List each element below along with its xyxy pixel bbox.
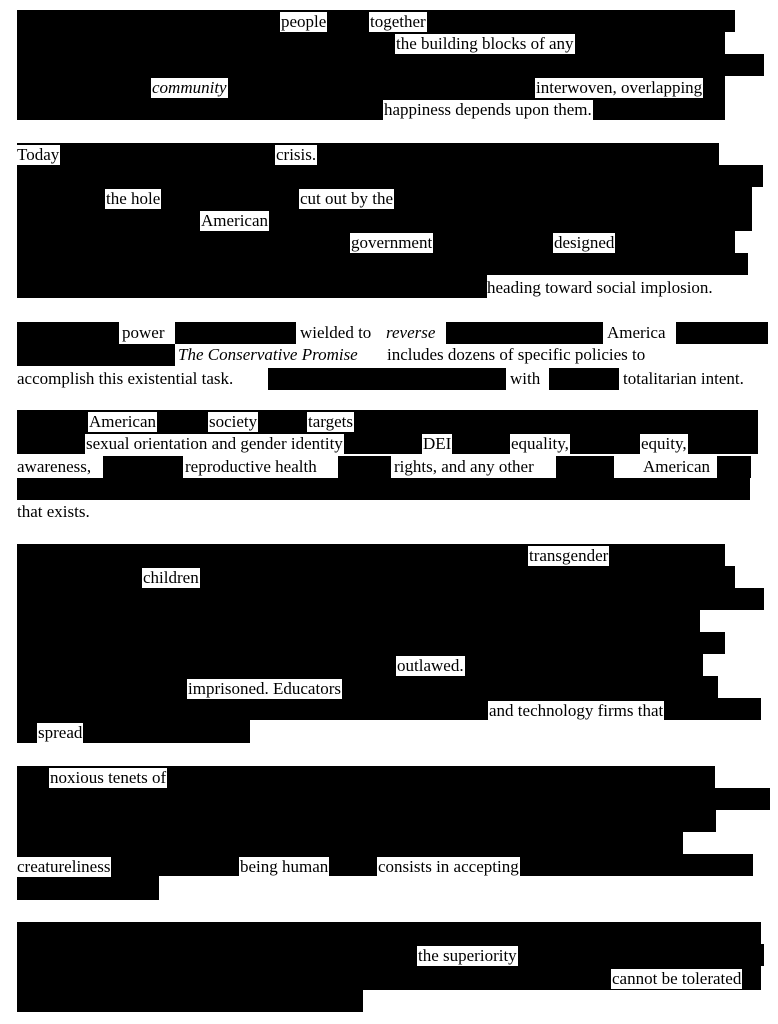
text-fragment: American	[89, 412, 157, 431]
text-fragment: people	[281, 12, 327, 31]
redaction-block	[717, 456, 751, 478]
redaction-block	[17, 32, 725, 54]
redaction-block	[17, 810, 716, 832]
text-fragment: rights, and any other	[394, 457, 534, 476]
redaction-block	[17, 143, 719, 165]
text-fragment: being human	[240, 857, 329, 876]
redaction-block	[17, 944, 764, 966]
text-fragment: includes dozens of specific policies to	[387, 345, 646, 364]
text-fragment: with	[510, 369, 541, 388]
text-fragment: reverse	[386, 323, 436, 342]
text-fragment: creatureliness	[17, 857, 111, 876]
redaction-block	[103, 456, 183, 478]
text-fragment: awareness,	[17, 457, 92, 476]
redaction-block	[17, 275, 487, 298]
text-fragment: The Conservative Promise	[178, 345, 358, 364]
text-fragment: noxious tenets of	[50, 768, 167, 787]
text-fragment: the hole	[106, 189, 161, 208]
redaction-block	[17, 165, 763, 187]
text-fragment: accomplish this existential task.	[17, 369, 234, 388]
text-fragment: imprisoned. Educators	[188, 679, 341, 698]
text-fragment: targets	[308, 412, 354, 431]
text-fragment: crisis.	[276, 145, 317, 164]
redaction-block	[446, 322, 603, 344]
redaction-block	[175, 322, 296, 344]
text-fragment: children	[143, 568, 199, 587]
redaction-block	[338, 456, 391, 478]
text-fragment: spread	[38, 723, 83, 742]
text-fragment: American	[643, 457, 711, 476]
redaction-block	[17, 478, 750, 500]
text-fragment: designed	[554, 233, 615, 252]
redaction-block	[556, 456, 614, 478]
redaction-block	[17, 654, 703, 676]
text-fragment: together	[370, 12, 426, 31]
text-fragment: American	[201, 211, 269, 230]
redaction-block	[17, 98, 725, 120]
text-fragment: totalitarian intent.	[623, 369, 744, 388]
text-fragment: and technology firms that	[489, 701, 664, 720]
text-fragment: consists in accepting	[378, 857, 519, 876]
text-fragment: power	[122, 323, 165, 342]
text-fragment: Today	[17, 145, 60, 164]
text-fragment: equity,	[641, 434, 687, 453]
text-fragment: society	[209, 412, 258, 431]
redaction-block	[17, 54, 764, 76]
redaction-block	[17, 253, 748, 275]
text-fragment: equality,	[511, 434, 569, 453]
text-fragment: happiness depends upon them.	[384, 100, 592, 119]
redaction-block	[676, 322, 768, 344]
text-fragment: cut out by the	[300, 189, 394, 208]
text-fragment: the superiority	[418, 946, 517, 965]
redaction-block	[17, 344, 175, 366]
text-fragment: America	[607, 323, 666, 342]
text-fragment: DEI	[423, 434, 452, 453]
text-fragment: interwoven, overlapping	[536, 78, 703, 97]
redaction-block	[17, 676, 718, 698]
text-fragment: sexual orientation and gender identity	[86, 434, 343, 453]
text-fragment: wielded to	[300, 323, 372, 342]
redaction-block	[17, 632, 725, 654]
redaction-block	[549, 368, 619, 390]
redaction-block	[17, 990, 363, 1012]
text-fragment: transgender	[529, 546, 609, 565]
text-fragment: cannot be tolerated	[612, 969, 742, 988]
redaction-block	[17, 788, 770, 810]
text-fragment: government	[351, 233, 433, 252]
redaction-block	[268, 368, 506, 390]
redaction-block	[17, 322, 119, 344]
redaction-block	[17, 832, 683, 854]
text-fragment: that exists.	[17, 502, 90, 521]
redaction-block	[17, 544, 725, 566]
redaction-block	[17, 566, 735, 588]
redaction-block	[17, 922, 761, 944]
redaction-block	[17, 610, 700, 632]
redaction-block	[17, 209, 752, 231]
text-fragment: reproductive health	[185, 457, 317, 476]
text-fragment: heading toward social implosion.	[487, 278, 713, 297]
redaction-block	[17, 876, 159, 900]
text-fragment: the building blocks of any	[396, 34, 574, 53]
text-fragment: outlawed.	[397, 656, 464, 675]
text-fragment: community	[152, 78, 227, 97]
redaction-block	[17, 588, 764, 610]
